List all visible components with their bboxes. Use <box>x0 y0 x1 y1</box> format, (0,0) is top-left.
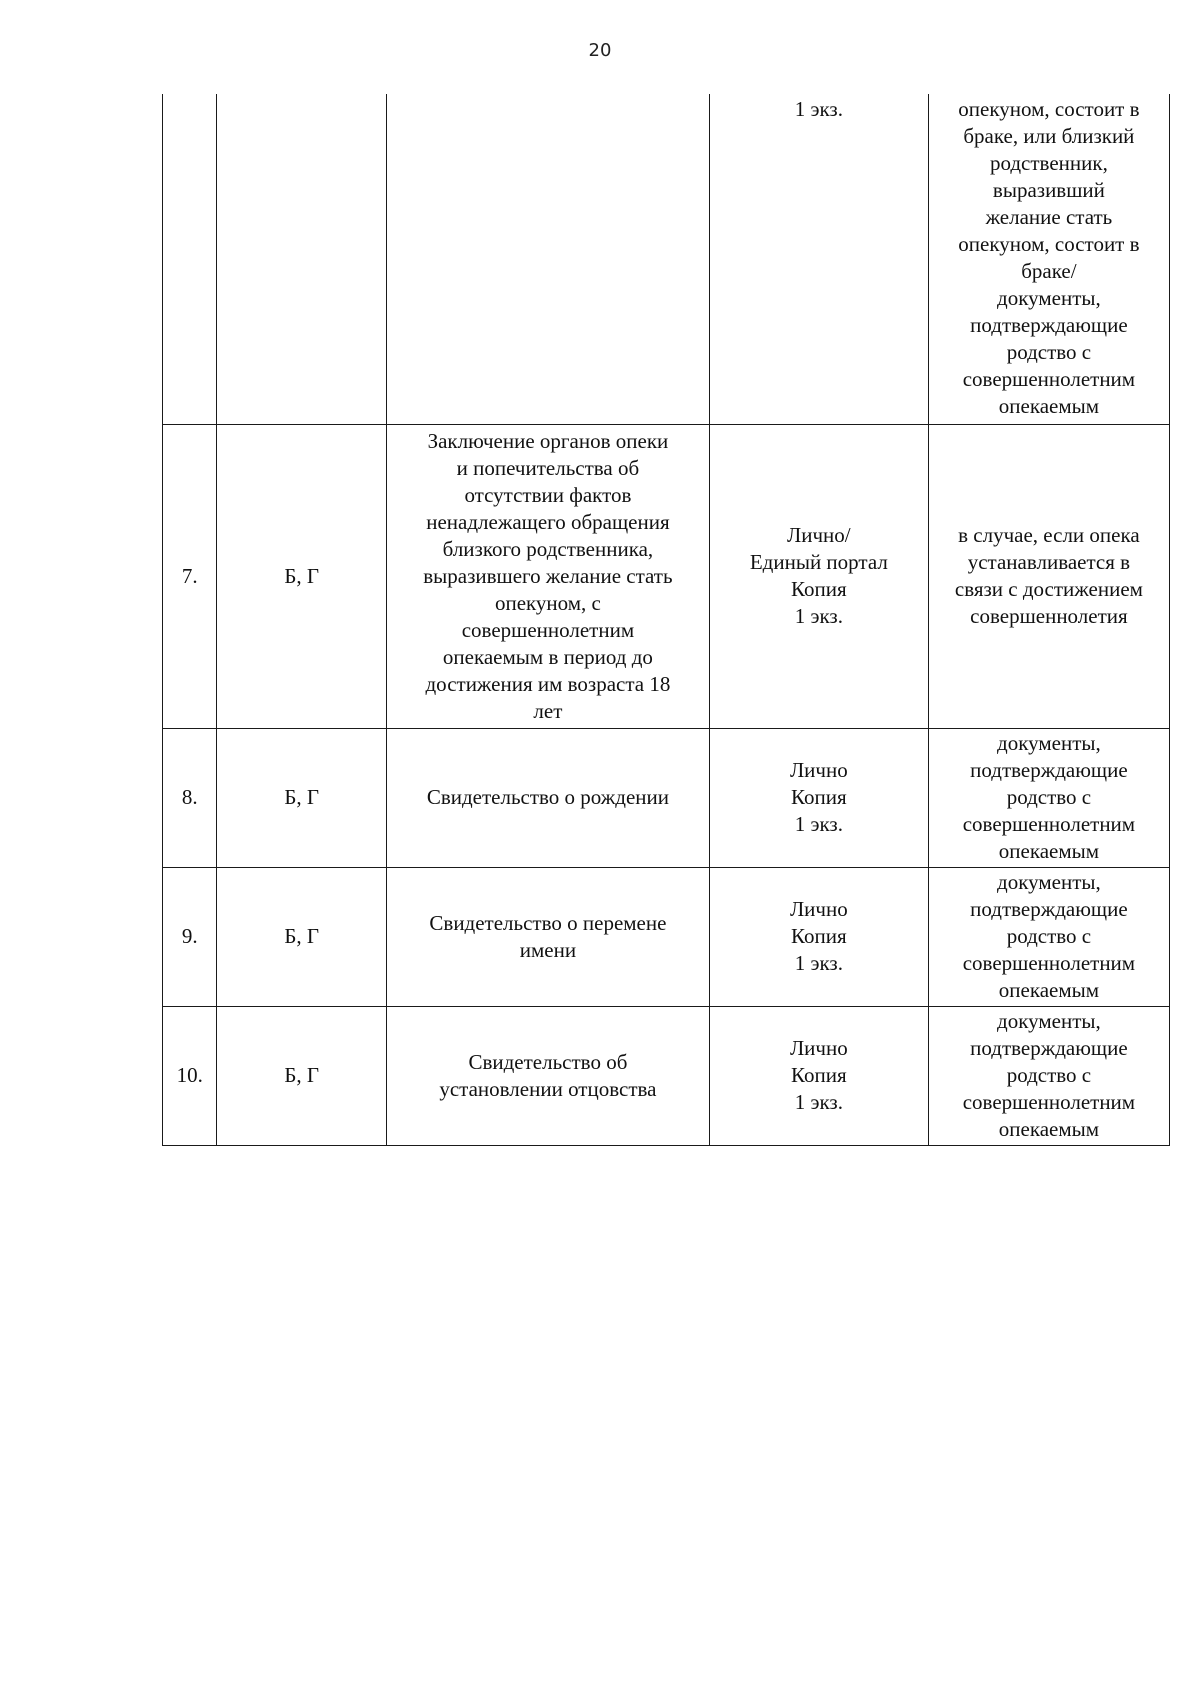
note-line: связи с достижением <box>954 577 1143 601</box>
note-line: родство с <box>1006 340 1092 364</box>
row-number-cell: 7. <box>163 424 217 728</box>
table-row-continuation <box>163 94 1170 424</box>
submission-line: Копия <box>791 924 847 948</box>
note-line: родственник, <box>989 151 1108 175</box>
category-cell <box>217 94 387 424</box>
submission-cell <box>709 424 928 728</box>
document-line: Свидетельство о рождении <box>426 785 670 809</box>
note-line: опекаемым <box>998 978 1100 1002</box>
submission-line: 1 экз. <box>794 951 843 975</box>
note-line: документы, <box>997 1009 1101 1033</box>
note-line: родство с <box>1006 1063 1092 1087</box>
note-line: родство с <box>1006 924 1092 948</box>
document-line: близкого родственника, <box>442 536 654 561</box>
note-line: опекаемым <box>998 394 1100 418</box>
note-line: подтверждающие <box>970 897 1128 921</box>
note-line: браке/ <box>1021 259 1077 283</box>
note-cell <box>928 424 1169 728</box>
document-line: и попечительства об <box>456 455 640 480</box>
submission-cell <box>709 867 928 1006</box>
submission-line: Единый портал <box>749 550 888 574</box>
row-number-cell: 9. <box>163 867 217 1006</box>
table-row <box>163 1006 1170 1145</box>
note-line: совершеннолетним <box>962 812 1136 836</box>
submission-line: Лично <box>789 758 848 782</box>
row-number-cell: 10. <box>163 1006 217 1145</box>
note-line: устанавливается в <box>967 550 1131 574</box>
row-number-cell: 8. <box>163 728 217 867</box>
table-row <box>163 728 1170 867</box>
document-cell <box>386 94 709 424</box>
note-line: браке, или близкий <box>963 124 1135 148</box>
page-number: 20 <box>588 40 612 61</box>
document-cell <box>386 424 709 728</box>
submission-cell <box>709 94 928 424</box>
document-line: имени <box>519 937 577 962</box>
note-line: подтверждающие <box>970 313 1128 337</box>
submission-line: 1 экз. <box>794 604 843 628</box>
submission-line: Копия <box>791 1063 847 1087</box>
document-line: установлении отцовства <box>439 1076 657 1101</box>
note-line: документы, <box>997 731 1101 755</box>
table-row <box>163 867 1170 1006</box>
document-line: достижения им возраста 18 <box>425 671 671 696</box>
note-line: подтверждающие <box>970 1036 1128 1060</box>
submission-cell <box>709 1006 928 1145</box>
document-line: опекуном, с <box>494 590 601 615</box>
note-line: документы, <box>997 286 1101 310</box>
note-line: совершеннолетним <box>962 367 1136 391</box>
category-cell: Б, Г <box>217 728 387 867</box>
document-cell <box>386 728 709 867</box>
submission-line: Копия <box>791 785 847 809</box>
note-cell <box>928 728 1169 867</box>
note-line: совершеннолетия <box>970 604 1128 628</box>
document-line: выразившего желание стать <box>423 563 673 588</box>
category-cell: Б, Г <box>217 1006 387 1145</box>
note-cell <box>928 94 1169 424</box>
submission-cell <box>709 728 928 867</box>
note-line: совершеннолетним <box>962 951 1136 975</box>
submission-line: Лично <box>789 1036 848 1060</box>
document-cell <box>386 867 709 1006</box>
submission-line: 1 экз. <box>794 812 843 836</box>
note-line: совершеннолетним <box>962 1090 1136 1114</box>
document-line: ненадлежащего обращения <box>426 509 670 534</box>
document-line: опекаемым в период до <box>442 644 653 669</box>
submission-line: Копия <box>791 577 847 601</box>
note-line: документы, <box>997 870 1101 894</box>
document-line: отсутствии фактов <box>464 482 632 507</box>
document-line: совершеннолетним <box>461 617 635 642</box>
note-line: желание стать <box>985 205 1113 229</box>
document-line: Свидетельство об <box>468 1049 628 1074</box>
document-line: Заключение органов опеки <box>427 428 669 453</box>
submission-line: Лично <box>789 897 848 921</box>
note-line: подтверждающие <box>970 758 1128 782</box>
table-row <box>163 424 1170 728</box>
note-cell <box>928 1006 1169 1145</box>
row-number-cell <box>163 94 217 424</box>
note-line: опекаемым <box>998 1117 1100 1141</box>
submission-line: Лично/ <box>787 523 851 547</box>
note-line: опекаемым <box>998 839 1100 863</box>
submission-line: 1 экз. <box>794 1090 843 1114</box>
note-line: опекуном, состоит в <box>958 232 1140 256</box>
note-line: выразивший <box>992 178 1105 202</box>
note-line: родство с <box>1006 785 1092 809</box>
submission-line: 1 экз. <box>794 97 843 121</box>
document-line: лет <box>533 698 563 723</box>
document-cell <box>386 1006 709 1145</box>
note-line: опекуном, состоит в <box>958 97 1140 121</box>
documents-table <box>162 94 1170 1146</box>
document-line: Свидетельство о перемене <box>429 910 667 935</box>
category-cell: Б, Г <box>217 867 387 1006</box>
note-cell <box>928 867 1169 1006</box>
note-line: в случае, если опека <box>958 523 1140 547</box>
category-cell: Б, Г <box>217 424 387 728</box>
